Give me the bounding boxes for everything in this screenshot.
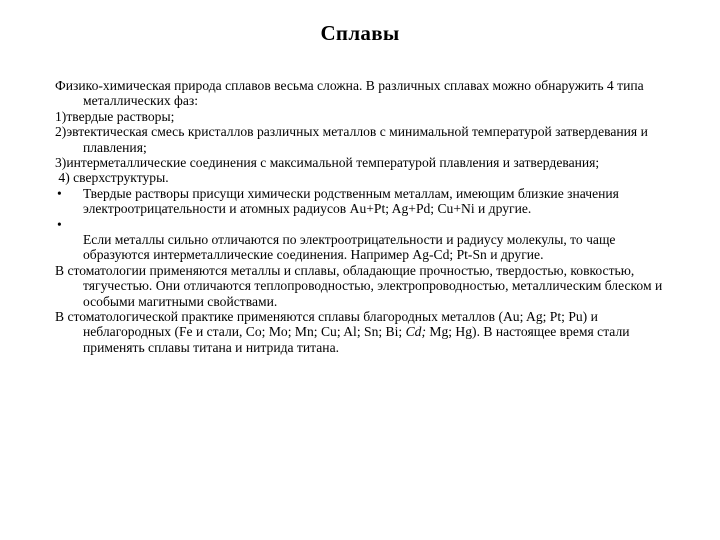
paragraph-alloys	[55, 309, 685, 355]
bullet-solid-solutions	[55, 186, 685, 217]
slide-body	[55, 78, 685, 355]
bullet-text: Если металлы сильно отличаются по электроотрицательности и радиусу молекулы, то чаще образуются интерметаллические соединения. Например Ag-Cd; Pt-Sn и другие.	[83, 232, 616, 263]
alloys-text-cd: Cd;	[405, 324, 426, 340]
phase-item-4: 4) сверхструктуры.	[55, 170, 169, 186]
slide-title: Сплавы	[320, 21, 400, 45]
paragraph-intro: Физико-химическая природа сплавов весьма сложна. В различных сплавах можно обнаружить 4 типа металлических фаз:	[55, 78, 644, 109]
bullet-icon: •	[57, 185, 62, 201]
alloys-text-end: Mg; Hg). В настоящее время стали применять сплавы титана и нитрида титана.	[83, 324, 630, 355]
bullet-intermetallic	[55, 232, 685, 263]
bullet-icon: •	[57, 216, 62, 232]
alloys-text-start: В стоматологической практике применяются сплавы благородных металлов (Au; Ag; Pt; Pu) и неблагородных (Fe и стали, Co; Mo; Mn; Cu; Al; Sn; Bi;	[55, 309, 598, 340]
phase-item-2: 2)эвтектическая смесь кристаллов различных металлов с минимальной температурой затвердевания и плавления;	[55, 124, 648, 155]
bullet-text: Твердые растворы присущи химически родственным металлам, имеющим близкие значения электроотрицательности и атомных радиусов Au+Pt; Ag+Pd; Cu+Ni и другие.	[83, 185, 619, 217]
paragraph-dentistry: В стоматологии применяются металлы и сплавы, обладающие прочностью, твердостью, ковкостью, тягучестью. Они отличаются теплопроводностью, электропроводностью, металлическим блеском и особыми магитными свойствами.	[55, 262, 663, 309]
phase-item-1: 1)твердые растворы;	[55, 108, 175, 124]
phase-item-3: 3)интерметаллические соединения с максимальной температурой плавления и затвердевания;	[55, 155, 600, 171]
bullet-empty	[55, 217, 685, 232]
